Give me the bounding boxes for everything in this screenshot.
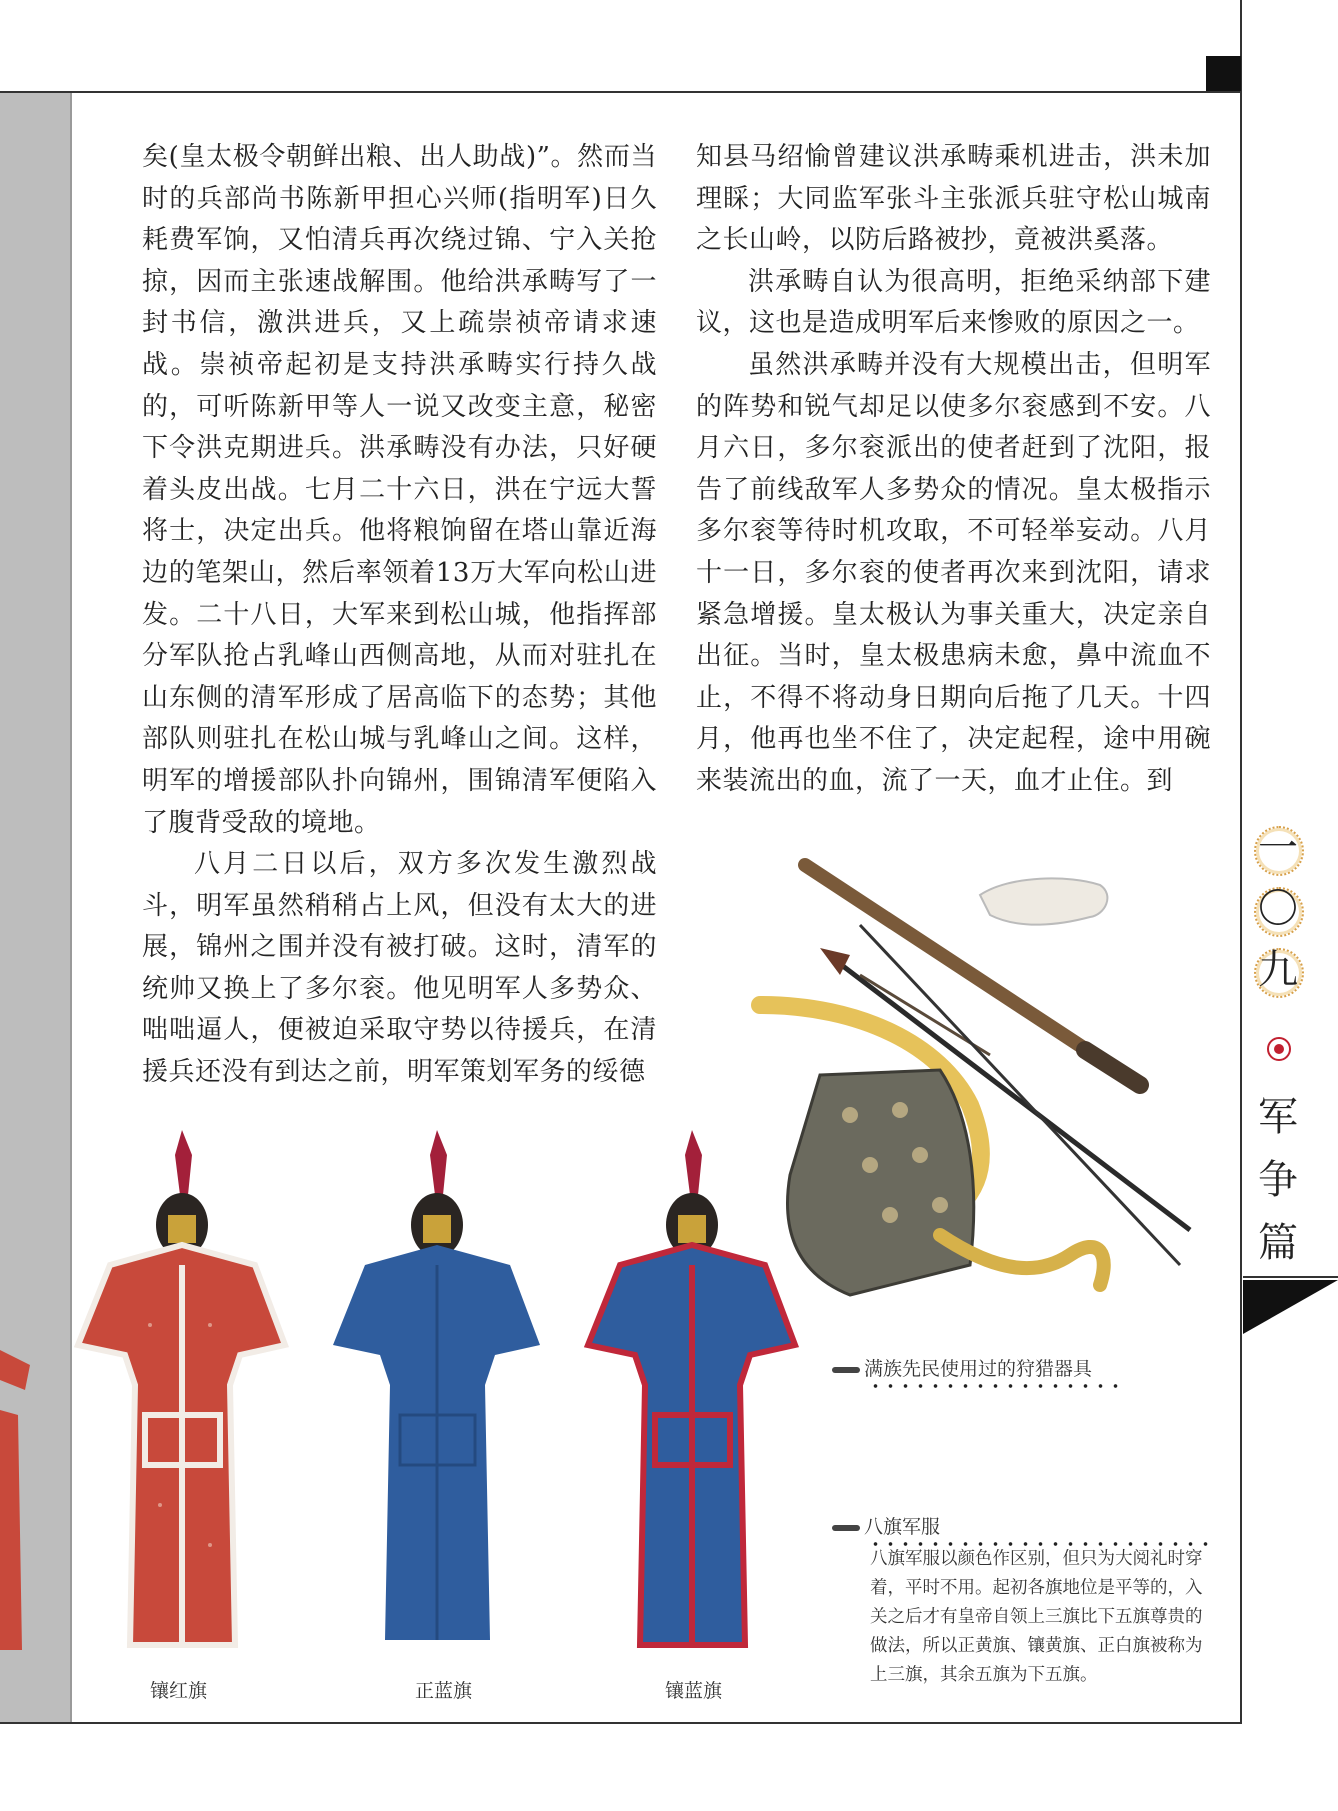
paragraph: 洪承畴自认为很高明，拒绝采纳部下建议，这也是造成明军后来惨败的原因之一。 (696, 266, 1211, 339)
top-rule (0, 91, 1240, 93)
page-number-char: 〇 (1258, 886, 1298, 932)
section-title-char: 争 (1258, 1157, 1298, 1203)
section-title-char: 军 (1258, 1094, 1298, 1140)
armor-zhenglan (325, 1125, 550, 1655)
hunting-tools-image (740, 855, 1210, 1335)
left-text-column (142, 137, 657, 1094)
caption-hunting-tools: 满族先民使用过的狩猎器具 (832, 1357, 1092, 1382)
sidebar-black-wedge (1243, 1280, 1338, 1334)
dotted-underline (868, 1384, 1123, 1388)
bullet-dot-icon (1267, 1037, 1291, 1061)
armor-red-partial (0, 1320, 40, 1650)
armor-xianglan (580, 1125, 805, 1655)
armor-label-xianghong: 镶红旗 (150, 1680, 208, 1702)
caption-arrow-icon (832, 1525, 860, 1531)
section-title-char: 篇 (1258, 1220, 1298, 1266)
caption-uniform-description: 八旗军服以颜色作区别，但只为大阅礼时穿着，平时不用。起初各旗地位是平等的，入关之后才有皇帝自领上三旗比下五旗尊贵的做法，所以正黄旗、镶黄旗、正白旗被称为上三旗，其余五旗为下五旗。 (870, 1549, 1203, 1685)
paragraph: 知县马绍愉曾建议洪承畴乘机进击，洪未加理睬；大同监军张斗主张派兵驻守松山城南之长山岭，以防后路被抄，竟被洪奚落。 (696, 142, 1211, 256)
caption-arrow-icon (832, 1367, 860, 1373)
right-text-column (696, 137, 1211, 803)
caption-uniform-title: 八旗军服 (832, 1515, 940, 1540)
paragraph: 虽然洪承畴并没有大规模出击，但明军的阵势和锐气却足以使多尔衮感到不安。八月六日，多尔衮派出的使者赶到了沈阳，报告了前线敌军人多势众的情况。皇太极指示多尔衮等待时机攻取，不可轻举妄动。八月十一日，多尔衮的使者再次来到沈阳，请求紧急增援。皇太极认为事关重大，决定亲自出征。当时，皇太极患病未愈，鼻中流血不止，不得不将动身日期向后拖了几天。十四月，他再也坐不住了，决定起程，途中用碗来装流出的血，流了一天，血才止住。到 (696, 349, 1211, 796)
corner-black-block (1206, 56, 1241, 91)
page-number-char: 九 (1258, 947, 1298, 993)
armor-label-zhenglan: 正蓝旗 (415, 1680, 473, 1702)
page-number-char: 一 (1258, 825, 1298, 871)
paragraph: 矣(皇太极令朝鲜出粮、出人助战)”。然而当时的兵部尚书陈新甲担心兴师(指明军)日久耗费军饷，又怕清兵再次绕过锦、宁入关抢掠，因而主张速战解围。他给洪承畴写了一封书信，激洪进兵，又上疏崇祯帝请求速战。崇祯帝起初是支持洪承畴实行持久战的，可听陈新甲等人一说又改变主意，秘密下令洪克期进兵。洪承畴没有办法，只好硬着头皮出战。七月二十六日，洪在宁远大誓将士，决定出兵。他将粮饷留在塔山靠近海边的笔架山，然后率领着13万大军向松山进发。二十八日，大军来到松山城，他指挥部分军队抢占乳峰山西侧高地，从而对驻扎在山东侧的清军形成了居高临下的态势；其他部队则驻扎在松山城与乳峰山之间。这样，明军的增援部队扑向锦州，围锦清军便陷入了腹背受敌的境地。 (142, 142, 657, 838)
right-rule (1240, 0, 1242, 1724)
armor-label-xianglan: 镶蓝旗 (665, 1680, 723, 1702)
bottom-rule (0, 1722, 1240, 1724)
sidebar-divider (1243, 1276, 1338, 1278)
paragraph: 八月二日以后，双方多次发生激烈战斗，明军虽然稍稍占上风，但没有太大的进展，锦州之围并没有被打破。这时，清军的统帅又换上了多尔衮。他见明军人多势众、咄咄逼人，便被迫采取守势以待援兵，在清援兵还没有到达之前，明军策划军务的绥德 (142, 849, 657, 1088)
armor-xianghong (70, 1125, 295, 1655)
